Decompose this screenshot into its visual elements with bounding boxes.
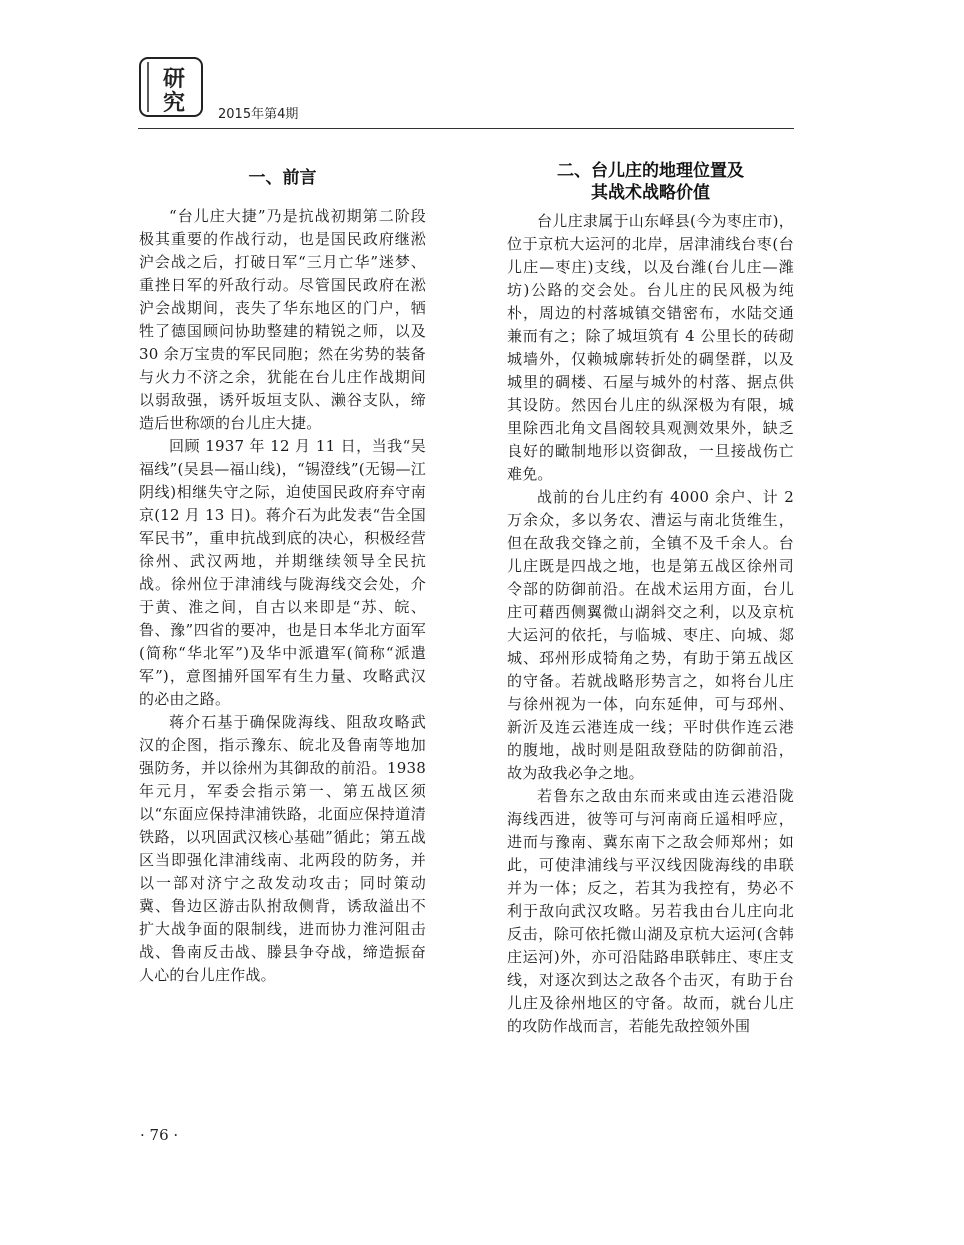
paragraph: 战前的台儿庄约有 4000 余户、计 2 万余众，多以务农、漕运与南北货维生，但在敌我交锋之前，全镇不及千余人。台儿庄既是四战之地，也是第五战区徐州司令部的防御前沿。在战术运用方面，台儿庄可藉西侧翼微山湖斜交之利，以及京杭大运河的依托，与临城、枣庄、向城、郯城、邳州形成犄角之势，有助于第五战区的守备。若就战略形势言之，如将台儿庄与徐州视为一体，向东延伸，可与邳州、新沂及连云港连成一线；平时供作连云港的腹地，战时则是阻敌登陆的防御前沿，故为敌我必争之地。 bbox=[507, 488, 794, 782]
issue-label: 2015年第4期 bbox=[218, 107, 299, 122]
svg-text:究: 究 bbox=[162, 90, 186, 116]
section-heading-geography bbox=[507, 160, 794, 204]
header-rule bbox=[138, 128, 794, 129]
journal-logo-mark bbox=[138, 56, 204, 118]
left-column bbox=[139, 160, 426, 987]
right-column bbox=[507, 160, 794, 1038]
paragraph: 台儿庄隶属于山东峄县(今为枣庄市)，位于京杭大运河的北岸，居津浦线台枣(台儿庄—枣庄)支线，以及台潍(台儿庄—潍坊)公路的交会处。台儿庄的民风极为纯朴，周边的村落城镇交错密布，水陆交通兼而有之；除了城垣筑有 4 公里长的砖砌城墙外，仅赖城廓转折处的碉堡群，以及城里的碉楼、石屋与城外的村落、据点供其设防。然因台儿庄的纵深极为有限，城里除西北角文昌阁较具观测效果外，缺乏良好的瞰制地形以资御敌，一旦接战伤亡难免。 bbox=[507, 212, 794, 483]
section-heading-line: 其战术战略价值 bbox=[591, 183, 710, 203]
paragraph: 蒋介石基于确保陇海线、阻敌攻略武汉的企图，指示豫东、皖北及鲁南等地加强防务，并以徐州为其御敌的前沿。1938 年元月，军委会指示第一、第五战区须以“东面应保持津浦铁路，北面应保持道清铁路，以巩固武汉核心基础”循此；第五战区当即强化津浦线南、北两段的防务，并以一部对济宁之敌发动攻击；同时策动冀、鲁边区游击队拊敌侧背，诱敌溢出不扩大战争面的限制线，进而协力淮河阻击战、鲁南反击战、滕县争夺战，缔造振奋人心的台儿庄作战。 bbox=[139, 713, 426, 984]
paragraph: 若鲁东之敌由东而来或由连云港沿陇海线西进，彼等可与河南商丘遥相呼应，进而与豫南、冀东南下之敌会师郑州；如此，可使津浦线与平汉线因陇海线的串联并为一体；反之，若其为我控有，势必不利于敌向武汉攻略。另若我由台儿庄向北反击，除可依托微山湖及京杭大运河(含韩庄运河)外，亦可沿陆路串联韩庄、枣庄支线，对逐次到达之敌各个击灭，有助于台儿庄及徐州地区的守备。故而，就台儿庄的攻防作战而言，若能先敌控领外围 bbox=[507, 787, 794, 1035]
section-heading-intro: 一、前言 bbox=[248, 168, 317, 188]
paragraph: 回顾 1937 年 12 月 11 日，当我“吴福线”(吴县—福山线)，“锡澄线”(无锡—江阴线)相继失守之际，迫使国民政府弃守南京(12 月 13 日)。蒋介石为此发表“告全国军民书”，重申抗战到底的决心，积极经营徐州、武汉两地，并期继续领导全民抗战。徐州位于津浦线与陇海线交会处，介于黄、淮之间，自古以来即是“苏、皖、鲁、豫”四省的要冲，也是日本华北方面军(简称“华北军”)及华中派遣军(简称“派遣军”)，意图捕歼国军有生力量、攻略武汉的必由之路。 bbox=[139, 437, 426, 708]
journal-logo bbox=[138, 56, 204, 118]
page-number: · 76 · bbox=[140, 1126, 179, 1144]
svg-text:研: 研 bbox=[162, 66, 186, 92]
paragraph: “台儿庄大捷”乃是抗战初期第二阶段极其重要的作战行动，也是国民政府继淞沪会战之后，打破日军“三月亡华”迷梦、重挫日军的歼敌行动。尽管国民政府在淞沪会战期间，丧失了华东地区的门户，牺牲了德国顾问协助整建的精锐之师，以及 30 余万宝贵的军民同胞；然在劣势的装备与火力不济之余，犹能在台儿庄作战期间以弱敌强，诱歼坂垣支队、濑谷支队，缔造后世称颂的台儿庄大捷。 bbox=[139, 207, 426, 432]
section-heading-line: 二、台儿庄的地理位置及 bbox=[557, 161, 744, 181]
